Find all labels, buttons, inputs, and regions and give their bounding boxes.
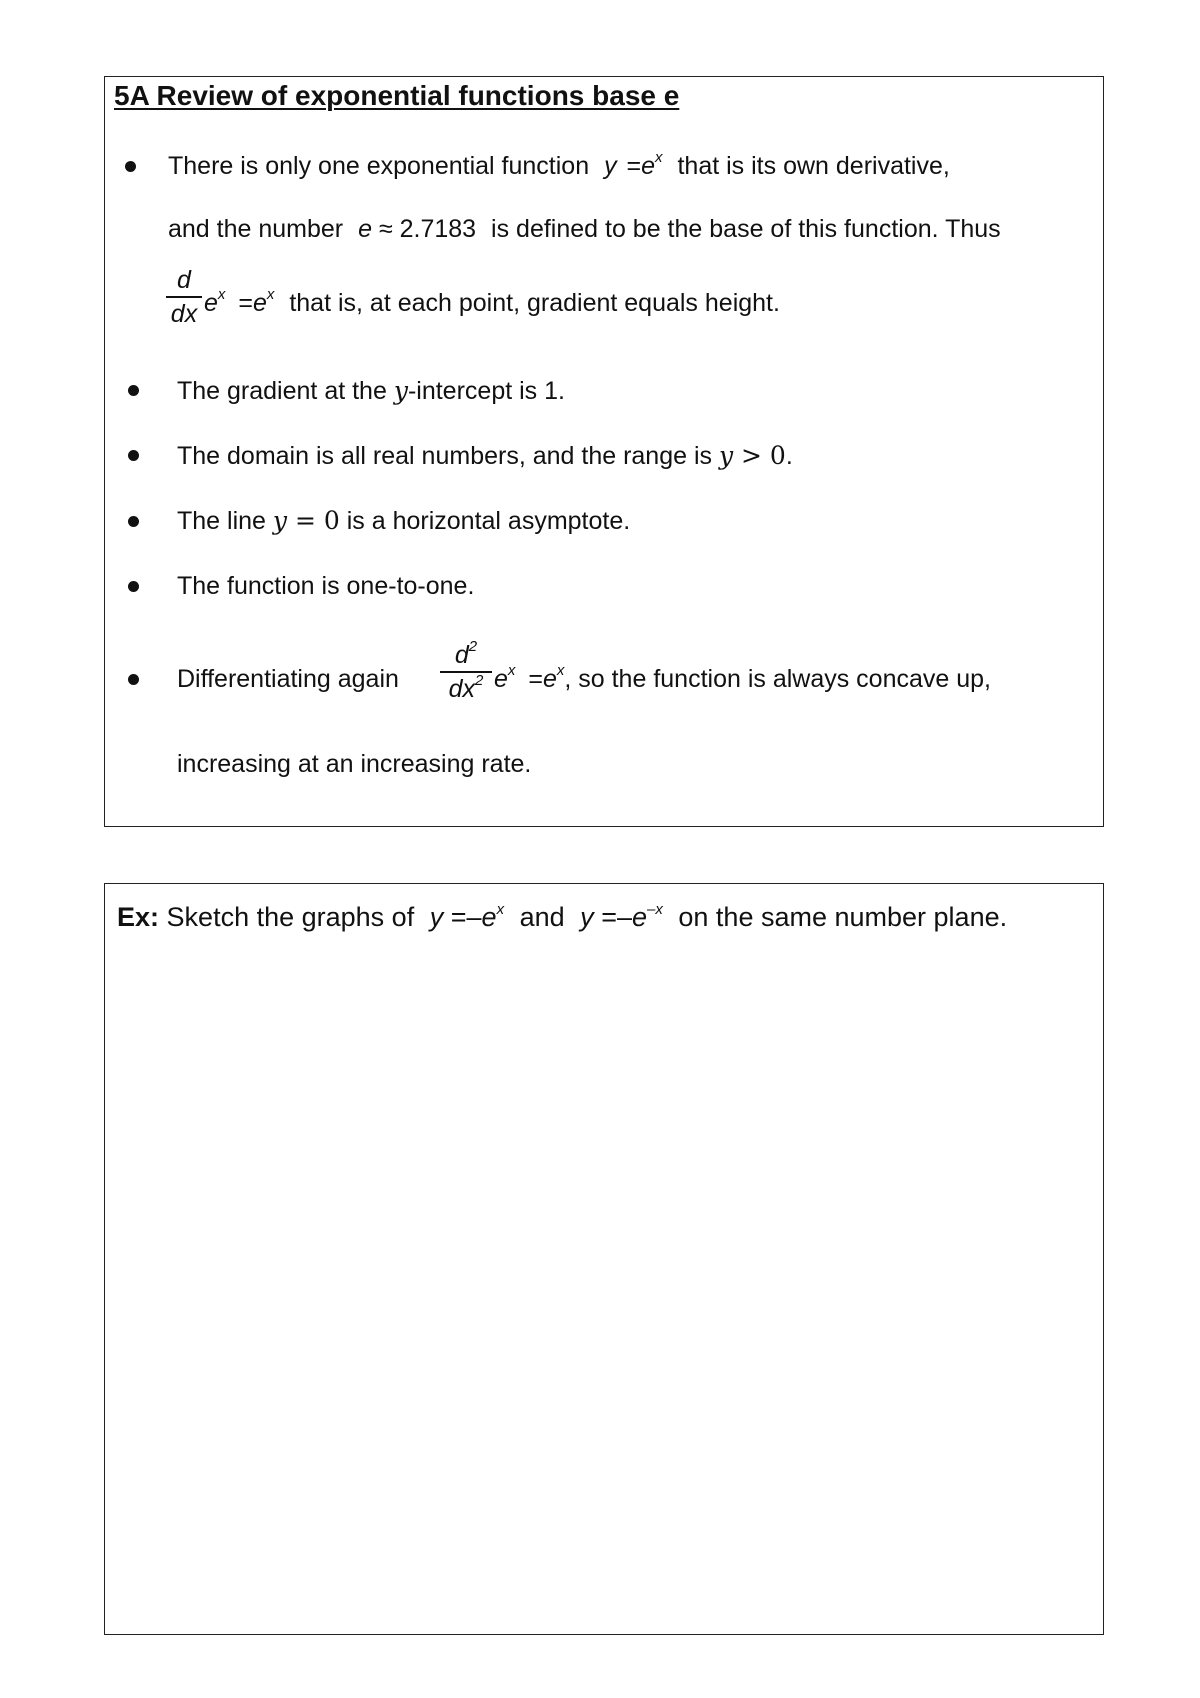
math-approx: ≈ bbox=[378, 215, 393, 243]
bullet-1-text-after-2: is defined to be the base of this function. Thus bbox=[491, 215, 1001, 243]
math-relation: = 0 bbox=[287, 506, 340, 535]
bullet-2-line bbox=[177, 378, 565, 404]
second-derivative-fraction bbox=[440, 638, 492, 703]
bullet-3 bbox=[128, 450, 139, 461]
math-exponent-x: x bbox=[507, 662, 516, 679]
bullet-6-line-2 bbox=[177, 752, 531, 777]
bullet-2-text-after: -intercept is 1. bbox=[407, 377, 565, 405]
bullet-1 bbox=[125, 161, 136, 172]
math-exponent-x: x bbox=[266, 286, 275, 303]
bullet-2-text-before: The gradient at the bbox=[177, 377, 387, 405]
math-y: y bbox=[718, 441, 734, 470]
bullet-1-text-before: There is only one exponential function bbox=[168, 152, 590, 180]
math-y: y bbox=[580, 902, 594, 932]
bullet-1-text-before-2: and the number bbox=[168, 215, 344, 243]
bullet-1-text-after: that is its own derivative, bbox=[677, 152, 950, 180]
derivative-fraction bbox=[166, 268, 202, 327]
bullet-1-line-2 bbox=[168, 217, 1001, 242]
fraction-bar bbox=[440, 671, 492, 673]
math-value: 2.7183 bbox=[399, 215, 477, 243]
math-y: y bbox=[604, 152, 617, 180]
math-y: y bbox=[393, 376, 408, 405]
fraction-denominator: $dx^2$ bbox=[448, 671, 484, 703]
bullet-1-text-after-3: that is, at each point, gradient equals height. bbox=[289, 289, 780, 317]
bullet-2 bbox=[128, 385, 139, 396]
math-e: e bbox=[542, 665, 557, 693]
math-e: e bbox=[204, 289, 218, 317]
section-title: 5A Review of exponential functions base e bbox=[114, 80, 680, 111]
math-minus: – bbox=[466, 902, 482, 932]
bullet-6-line-1-after bbox=[494, 662, 991, 693]
math-exponent-x: x bbox=[217, 286, 226, 303]
bullet-1-line-1 bbox=[168, 149, 950, 180]
example-and: and bbox=[519, 902, 565, 932]
fraction-denominator-exponent: 2 bbox=[475, 671, 484, 689]
bullet-6-text-before: Differentiating again bbox=[177, 665, 399, 693]
bullet-3-text-before: The domain is all real numbers, and the range is bbox=[177, 442, 713, 470]
math-minus: – bbox=[616, 902, 632, 932]
math-y: y bbox=[272, 506, 288, 535]
bullet-4-text-before: The line bbox=[177, 507, 266, 535]
example-label: Ex: bbox=[117, 902, 160, 932]
example-text-before: Sketch the graphs of bbox=[166, 902, 415, 932]
bullet-6-text-after: , so the function is always concave up, bbox=[564, 665, 991, 693]
bullet-5-line bbox=[177, 574, 474, 599]
bullet-4 bbox=[128, 516, 139, 527]
bullet-6-text-line-2: increasing at an increasing rate. bbox=[177, 750, 532, 778]
math-equals: = bbox=[238, 289, 253, 317]
math-e: e bbox=[494, 665, 508, 693]
fraction-numerator-exponent: 2 bbox=[468, 638, 478, 655]
math-equals: = bbox=[450, 902, 467, 932]
math-e: e bbox=[641, 152, 656, 180]
example-box bbox=[104, 883, 1104, 1635]
math-exponent-neg-x: –x bbox=[647, 901, 663, 918]
fraction-numerator: d bbox=[177, 266, 191, 294]
fraction-denominator: dx bbox=[170, 299, 198, 328]
fraction-bar bbox=[166, 296, 202, 298]
bullet-6 bbox=[128, 674, 139, 685]
math-equals: = bbox=[601, 902, 617, 932]
math-e: e bbox=[481, 902, 497, 932]
bullet-5 bbox=[128, 581, 139, 592]
bullet-1-line-3 bbox=[204, 286, 780, 317]
math-relation: > 0 bbox=[733, 441, 786, 470]
math-exponent-x: x bbox=[496, 901, 505, 918]
bullet-4-line bbox=[177, 508, 630, 534]
math-equals: = bbox=[528, 665, 543, 693]
bullet-3-line bbox=[177, 443, 793, 469]
math-exponent-x: x bbox=[556, 662, 565, 679]
math-equals: = bbox=[626, 152, 642, 180]
math-e: e bbox=[632, 902, 648, 932]
math-e: e bbox=[252, 289, 267, 317]
bullet-6-line-1-before bbox=[177, 667, 399, 692]
fraction-numerator: $d^2$ bbox=[454, 638, 478, 669]
bullet-5-text: The function is one-to-one. bbox=[177, 572, 475, 600]
example-prompt bbox=[117, 902, 1007, 933]
bullet-4-text-after: is a horizontal asymptote. bbox=[346, 507, 631, 535]
math-e: e bbox=[358, 215, 372, 243]
math-exponent-x: x bbox=[655, 149, 663, 166]
math-y: y bbox=[429, 902, 444, 932]
example-text-after: on the same number plane. bbox=[678, 902, 1008, 932]
bullet-3-text-after: . bbox=[785, 442, 793, 470]
